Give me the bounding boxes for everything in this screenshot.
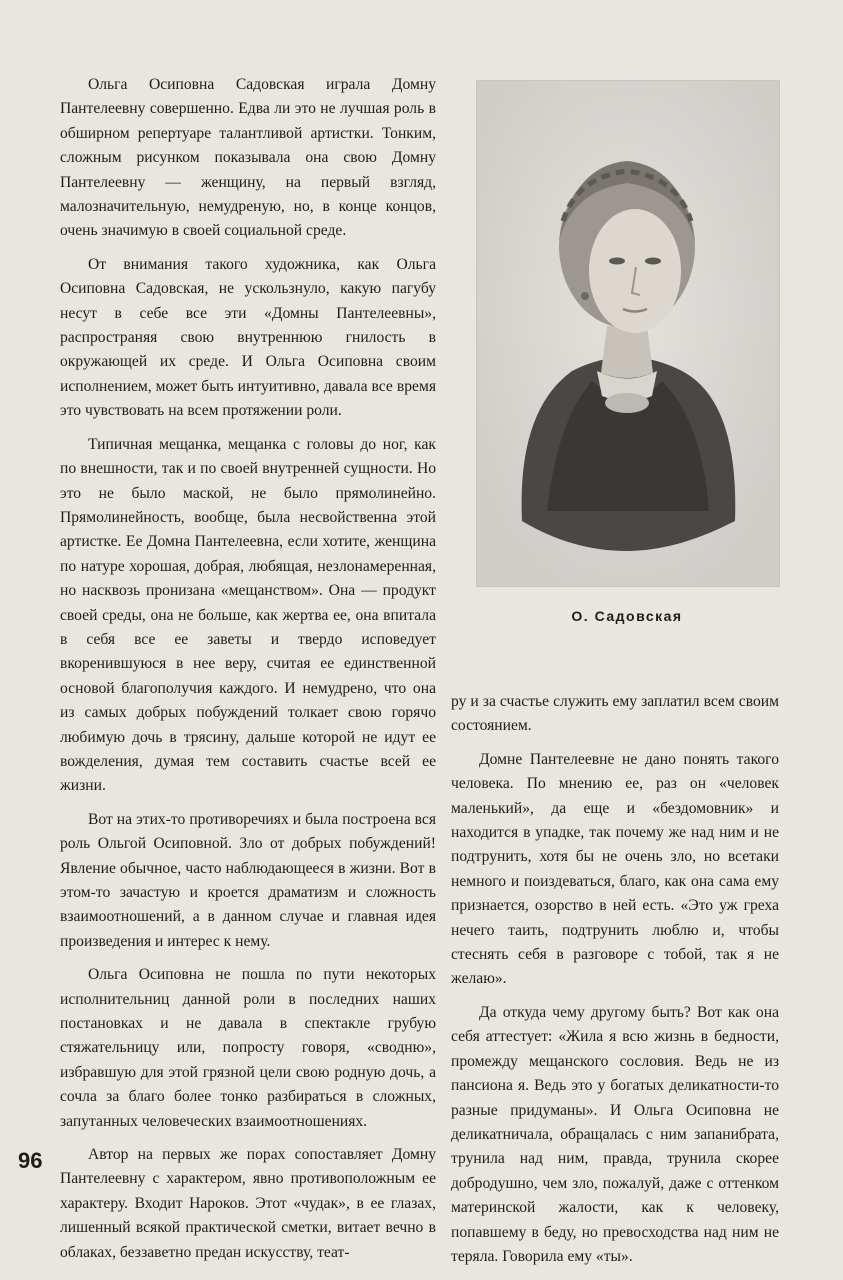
paragraph: Да откуда чему другому быть? Вот как она себя аттестует: «Жила я всю жизнь в бедности, промежду мещанского сословия. Ведь не из пансиона я. Ведь это у богатых деликатности-то разные придуманы». И Ольга Осиповна не деликатничала, обращалась с ним запанибрата, трунила над ним, правда, трунила скорее добродушно, чем зло, пожалуй, даже с оттенком материнской жалости, как к человеку, попавшему в беду, но превосходства над ним не теряла. Говорила ему «ты». [451,1003,779,1265]
paragraph: Вот на этих-то противоречиях и была построена вся роль Ольгой Осиповной. Зло от добрых побуждений! Явление обычное, часто наблюдающееся в жизни. Вот в этом-то зачастую и кроется драматизм и сложность взаимоотношений, а в данном случае и главная идея произведения и интерес к нему. [60,810,436,950]
paragraph: От внимания такого художника, как Ольга Осиповна Садовская, не ускользнуло, какую пагубу несут в себе все эти «Домны Пантелеевны», распространяя свою внутреннюю гнилость в окружающей их среде. И Ольга Осиповна своим исполнением, может быть интуитивно, давала все время это чувствовать на всем протяжении роли. [60,255,436,420]
left-text-column [60,73,436,1274]
right-text-column [451,690,779,1278]
paragraph: Домне Пантелеевне не дано понять такого человека. По мнению ее, раз он «человек маленький», да еще и «бездомовник» и находится в упадке, так почему же над ним и не подтрунить, хотя бы не очень зло, но всетаки немного и поиздеваться, благо, как она сама ему признается, озорство в ней есть. «Это уж греха нечего таить, подтрунить люблю и, чтобы стеснять себя в разговоре с тобой, так я не желаю». [451,750,779,988]
figure-caption: О. Садовская [571,608,683,624]
paragraph: ру и за счастье служить ему заплатил всем своим состоянием. [451,693,779,735]
paragraph: Типичная мещанка, мещанка с головы до ног, как по внешности, так и по своей внутренней сущности. Но это не было маской, не было прямолинейно. Прямолинейность, вообще, была несвойственна этой артистке. Ее Домна Пантелеевна, если хотите, женщина по натуре хорошая, добрая, любящая, незлонамеренная, но насквозь пронизана «мещанством». Она — продукт своей среды, она не больше, как жертва ее, она впитала в себя все ее заветы и твердо исповедует вкоренившуюся в нее веру, считая ее единственной основой благополучия каждого. И немудрено, что она из самых добрых побуждений толкает свою горячо любимую дочь в трясину, дальше которой не идут ее вожделения, думая тем составить счастье всей ее жизни. [60,435,436,795]
paragraph: Автор на первых же порах сопоставляет Домну Пантелеевну с характером, явно противоположным ее характеру. Входит Нароков. Этот «чудак», в ее глазах, лишенный всякой практической сметки, витает вечно в облаках, беззаветно предан искусству, теат- [60,1146,436,1261]
portrait-photo [476,80,780,587]
page-number: 96 [18,1148,43,1173]
paragraph: Ольга Осиповна Садовская играла Домну Пантелеевну совершенно. Едва ли это не лучшая роль в обширном репертуаре талантливой артистки. Тонким, сложным рисунком показывала она свою Домну Пантелеевну — женщину, на первый взгляд, малозначительную, немудреную, но, в конце концов, очень значимую в своей социальной среде. [60,76,436,240]
paragraph: Ольга Осиповна не пошла по пути некоторых исполнительниц данной роли в последних наших постановках и не давала в спектакле грубую стяжательницу или, попросту говоря, «сводню», избравшую для этой грязной цели свою родную дочь, а сочла за благо более тонко разбираться в сложных, запутанных человеческих взаимоотношениях. [60,966,436,1130]
portrait-image [477,81,779,586]
